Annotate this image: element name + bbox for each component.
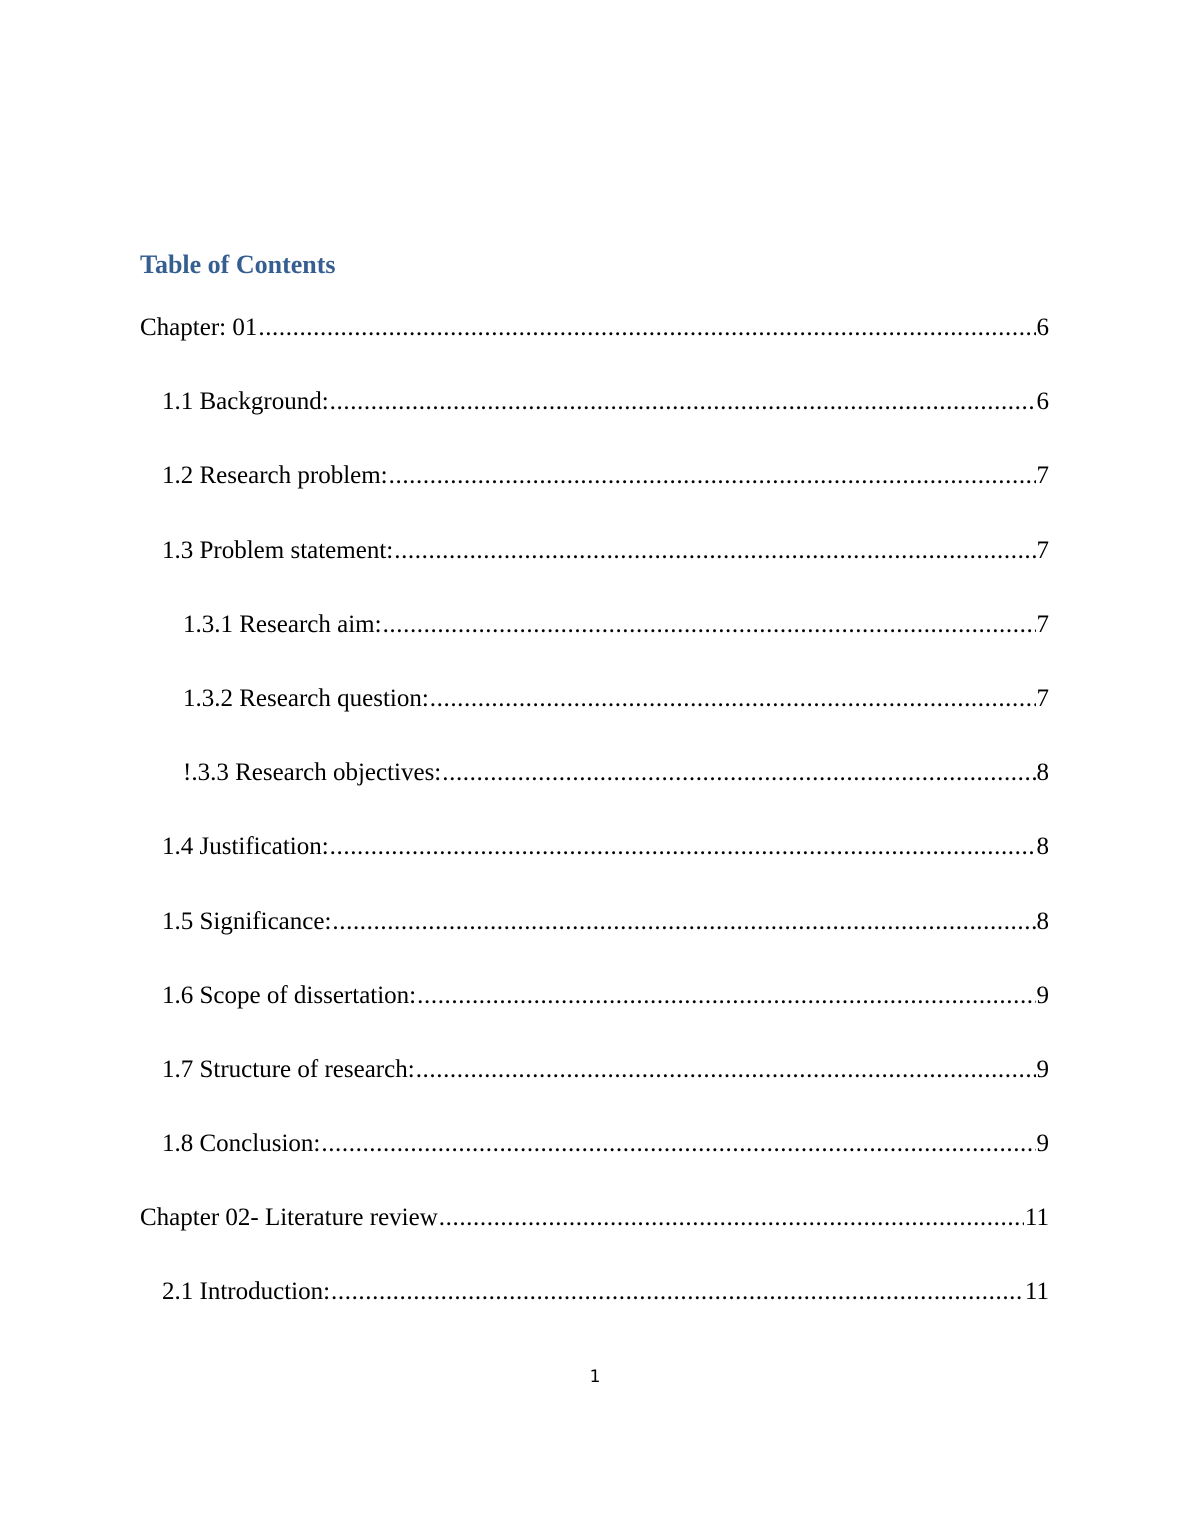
toc-entry-page: 7	[1036, 462, 1049, 490]
toc-entry-title: 1.7 Structure of research:	[162, 1055, 415, 1083]
toc-dot-leader	[258, 310, 1035, 346]
toc-dot-leader	[332, 904, 1035, 940]
toc-list	[140, 310, 1049, 1349]
toc-entry-page: 8	[1036, 759, 1049, 787]
toc-dot-leader	[330, 829, 1036, 865]
toc-heading: Table of Contents	[140, 250, 336, 279]
toc-entry[interactable]	[140, 755, 1049, 829]
toc-entry[interactable]	[140, 1126, 1049, 1200]
toc-entry-title: 1.6 Scope of dissertation:	[162, 981, 417, 1009]
page-number: 1	[589, 1367, 601, 1387]
toc-entry-title: Chapter: 01	[140, 314, 258, 341]
toc-dot-leader	[389, 458, 1036, 494]
toc-entry-page: 7	[1036, 684, 1049, 712]
toc-entry-page: 11	[1024, 1204, 1049, 1232]
toc-dot-leader	[430, 681, 1036, 717]
toc-entry[interactable]	[140, 904, 1049, 978]
toc-entry-title: 1.5 Significance:	[162, 907, 332, 935]
toc-entry[interactable]	[140, 681, 1049, 755]
toc-entry-page: 9	[1036, 1055, 1049, 1083]
toc-dot-leader	[417, 978, 1035, 1014]
toc-entry-title: 1.3.2 Research question:	[183, 684, 429, 712]
toc-entry-title: !.3.3 Research objectives:	[183, 759, 442, 787]
toc-entry-page: 6	[1036, 314, 1049, 341]
toc-dot-leader	[394, 533, 1035, 569]
toc-entry-page: 7	[1036, 610, 1049, 638]
toc-entry-page: 6	[1036, 388, 1049, 416]
toc-entry-title: 1.1 Background:	[162, 388, 329, 416]
toc-dot-leader	[442, 755, 1035, 791]
toc-entry-title: 1.3.1 Research aim:	[183, 610, 382, 638]
toc-entry[interactable]	[140, 978, 1049, 1052]
toc-entry-page: 8	[1036, 907, 1049, 935]
toc-entry[interactable]	[140, 829, 1049, 903]
toc-entry[interactable]	[140, 458, 1049, 532]
toc-entry-page: 11	[1024, 1278, 1049, 1306]
toc-dot-leader	[416, 1052, 1036, 1088]
toc-entry[interactable]	[140, 1200, 1049, 1274]
toc-entry-title: 1.2 Research problem:	[162, 462, 388, 490]
toc-entry-page: 7	[1036, 536, 1049, 564]
toc-dot-leader	[439, 1200, 1024, 1236]
toc-entry-title: 1.3 Problem statement:	[162, 536, 394, 564]
toc-entry[interactable]	[140, 607, 1049, 681]
toc-entry[interactable]	[140, 1052, 1049, 1126]
toc-dot-leader	[383, 607, 1036, 643]
toc-entry-page: 8	[1036, 833, 1049, 861]
toc-entry[interactable]	[140, 384, 1049, 458]
toc-entry-title: 2.1 Introduction:	[162, 1278, 331, 1306]
toc-dot-leader	[330, 384, 1036, 420]
toc-entry-page: 9	[1036, 1130, 1049, 1158]
toc-dot-leader	[331, 1274, 1024, 1310]
toc-entry-title: 1.4 Justification:	[162, 833, 329, 861]
toc-entry[interactable]	[140, 533, 1049, 607]
toc-entry[interactable]	[140, 310, 1049, 384]
toc-dot-leader	[321, 1126, 1035, 1162]
toc-entry-title: 1.8 Conclusion:	[162, 1130, 321, 1158]
toc-entry-title: Chapter 02- Literature review	[140, 1204, 438, 1232]
toc-entry-page: 9	[1036, 981, 1049, 1009]
toc-entry[interactable]	[140, 1274, 1049, 1348]
